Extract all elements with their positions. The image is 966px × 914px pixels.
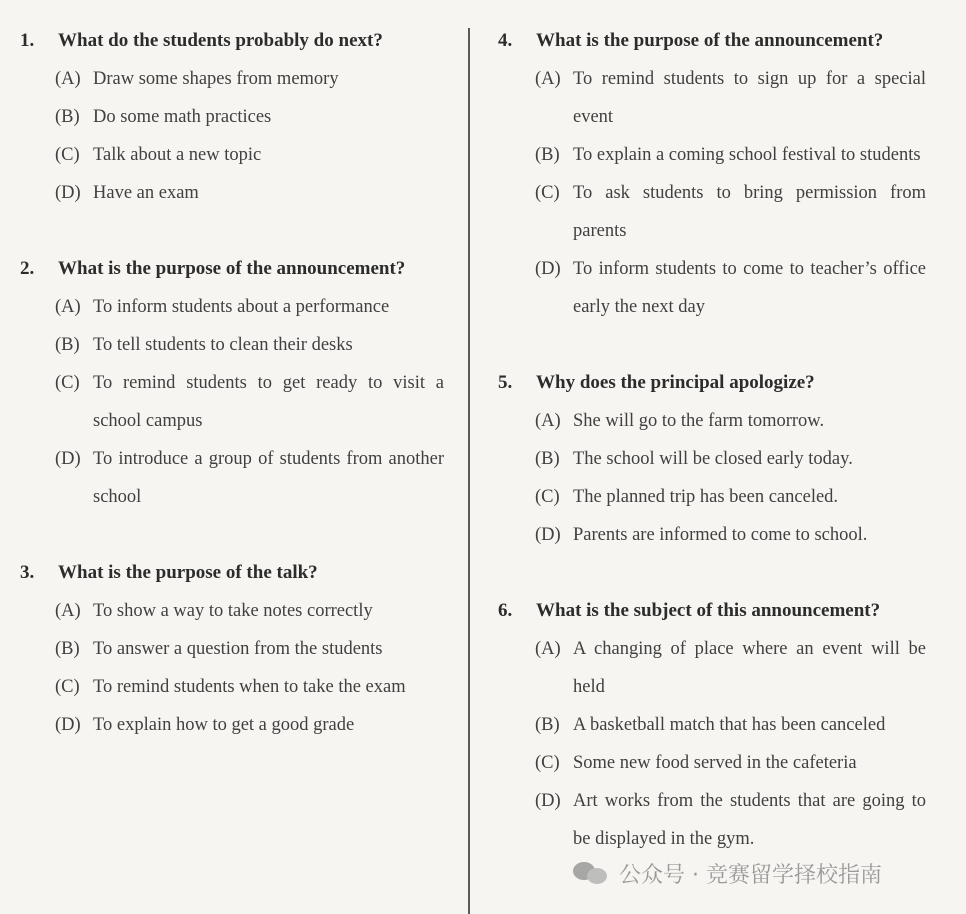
question-text: What is the purpose of the announcement? bbox=[58, 258, 406, 279]
option-c bbox=[55, 668, 462, 706]
option-c bbox=[535, 744, 948, 782]
option-a bbox=[535, 60, 948, 136]
question-text: What is the purpose of the talk? bbox=[58, 562, 318, 583]
option-letter: (C) bbox=[535, 753, 560, 773]
option-a bbox=[535, 402, 948, 440]
question-1 bbox=[0, 22, 462, 212]
question-number: 3. bbox=[20, 562, 35, 583]
option-text: Draw some shapes from memory bbox=[93, 69, 339, 89]
option-text: She will go to the farm tomorrow. bbox=[573, 411, 825, 431]
option-text: To remind students when to take the exam bbox=[93, 677, 406, 697]
option-a bbox=[55, 592, 462, 630]
option-text: To inform students to come to teacher’s office early the next day bbox=[573, 259, 926, 317]
option-text: A changing of place where an event will be held bbox=[573, 639, 926, 697]
option-letter: (A) bbox=[535, 69, 561, 89]
question-2 bbox=[0, 250, 462, 516]
option-d bbox=[55, 706, 462, 744]
option-letter: (B) bbox=[535, 145, 560, 165]
option-text: To introduce a group of students from another school bbox=[93, 449, 444, 507]
option-letter: (B) bbox=[55, 107, 80, 127]
question-5 bbox=[478, 364, 948, 554]
option-c bbox=[535, 478, 948, 516]
option-c bbox=[55, 364, 462, 440]
option-letter: (C) bbox=[55, 373, 80, 393]
question-6 bbox=[478, 592, 948, 858]
right-column bbox=[478, 22, 948, 858]
option-text: Parents are informed to come to school. bbox=[573, 525, 868, 545]
option-letter: (C) bbox=[55, 677, 80, 697]
question-text: What do the students probably do next? bbox=[58, 30, 383, 51]
option-text: To inform students about a performance bbox=[93, 297, 390, 317]
option-d bbox=[535, 516, 948, 554]
option-text: To explain a coming school festival to students bbox=[573, 145, 921, 165]
question-3 bbox=[0, 554, 462, 744]
option-d bbox=[55, 440, 462, 516]
option-letter: (D) bbox=[535, 525, 561, 545]
option-text: To explain how to get a good grade bbox=[93, 715, 355, 735]
option-a bbox=[55, 60, 462, 98]
option-letter: (D) bbox=[535, 259, 561, 279]
question-number: 5. bbox=[498, 372, 513, 393]
option-letter: (B) bbox=[535, 449, 560, 469]
option-b bbox=[535, 706, 948, 744]
watermark bbox=[573, 858, 882, 889]
option-letter: (D) bbox=[55, 449, 81, 469]
wechat-icon bbox=[573, 860, 613, 888]
question-number: 6. bbox=[498, 600, 513, 621]
option-list bbox=[0, 592, 462, 744]
option-letter: (C) bbox=[535, 183, 560, 203]
option-text: The school will be closed early today. bbox=[573, 449, 853, 469]
option-list bbox=[0, 288, 462, 516]
option-letter: (B) bbox=[55, 335, 80, 355]
option-d bbox=[55, 174, 462, 212]
option-text: To remind students to get ready to visit a school campus bbox=[93, 373, 444, 431]
option-letter: (C) bbox=[55, 145, 80, 165]
option-b bbox=[55, 630, 462, 668]
option-text: Do some math practices bbox=[93, 107, 272, 127]
option-text: Some new food served in the cafeteria bbox=[573, 753, 857, 773]
left-column bbox=[0, 22, 462, 744]
option-letter: (A) bbox=[535, 639, 561, 659]
option-c bbox=[55, 136, 462, 174]
option-text: A basketball match that has been canceled bbox=[573, 715, 886, 735]
option-letter: (A) bbox=[55, 69, 81, 89]
question-text: Why does the principal apologize? bbox=[536, 372, 815, 393]
option-list bbox=[478, 630, 948, 858]
option-a bbox=[55, 288, 462, 326]
option-d bbox=[535, 782, 948, 858]
question-number: 4. bbox=[498, 30, 513, 51]
option-text: To remind students to sign up for a special event bbox=[573, 69, 926, 127]
column-divider bbox=[468, 28, 470, 914]
option-text: Art works from the students that are going to be displayed in the gym. bbox=[573, 791, 926, 849]
option-b bbox=[55, 326, 462, 364]
option-a bbox=[535, 630, 948, 706]
question-number: 2. bbox=[20, 258, 35, 279]
option-b bbox=[55, 98, 462, 136]
option-text: The planned trip has been canceled. bbox=[573, 487, 839, 507]
option-b bbox=[535, 136, 948, 174]
option-letter: (D) bbox=[55, 715, 81, 735]
option-list bbox=[478, 402, 948, 554]
option-text: Talk about a new topic bbox=[93, 145, 262, 165]
option-d bbox=[535, 250, 948, 326]
option-letter: (D) bbox=[55, 183, 81, 203]
option-c bbox=[535, 174, 948, 250]
question-text: What is the subject of this announcement? bbox=[536, 600, 881, 621]
option-text: To tell students to clean their desks bbox=[93, 335, 353, 355]
question-number: 1. bbox=[20, 30, 35, 51]
option-text: Have an exam bbox=[93, 183, 199, 203]
option-letter: (A) bbox=[55, 601, 81, 621]
option-letter: (D) bbox=[535, 791, 561, 811]
option-letter: (C) bbox=[535, 487, 560, 507]
option-list bbox=[0, 60, 462, 212]
option-letter: (A) bbox=[535, 411, 561, 431]
option-text: To show a way to take notes correctly bbox=[93, 601, 373, 621]
option-text: To answer a question from the students bbox=[93, 639, 383, 659]
question-text: What is the purpose of the announcement? bbox=[536, 30, 884, 51]
option-text: To ask students to bring permission from parents bbox=[573, 183, 926, 241]
option-letter: (B) bbox=[55, 639, 80, 659]
question-4 bbox=[478, 22, 948, 326]
watermark-text: 公众号 · 竞赛留学择校指南 bbox=[619, 863, 882, 888]
option-list bbox=[478, 60, 948, 326]
option-b bbox=[535, 440, 948, 478]
option-letter: (B) bbox=[535, 715, 560, 735]
option-letter: (A) bbox=[55, 297, 81, 317]
